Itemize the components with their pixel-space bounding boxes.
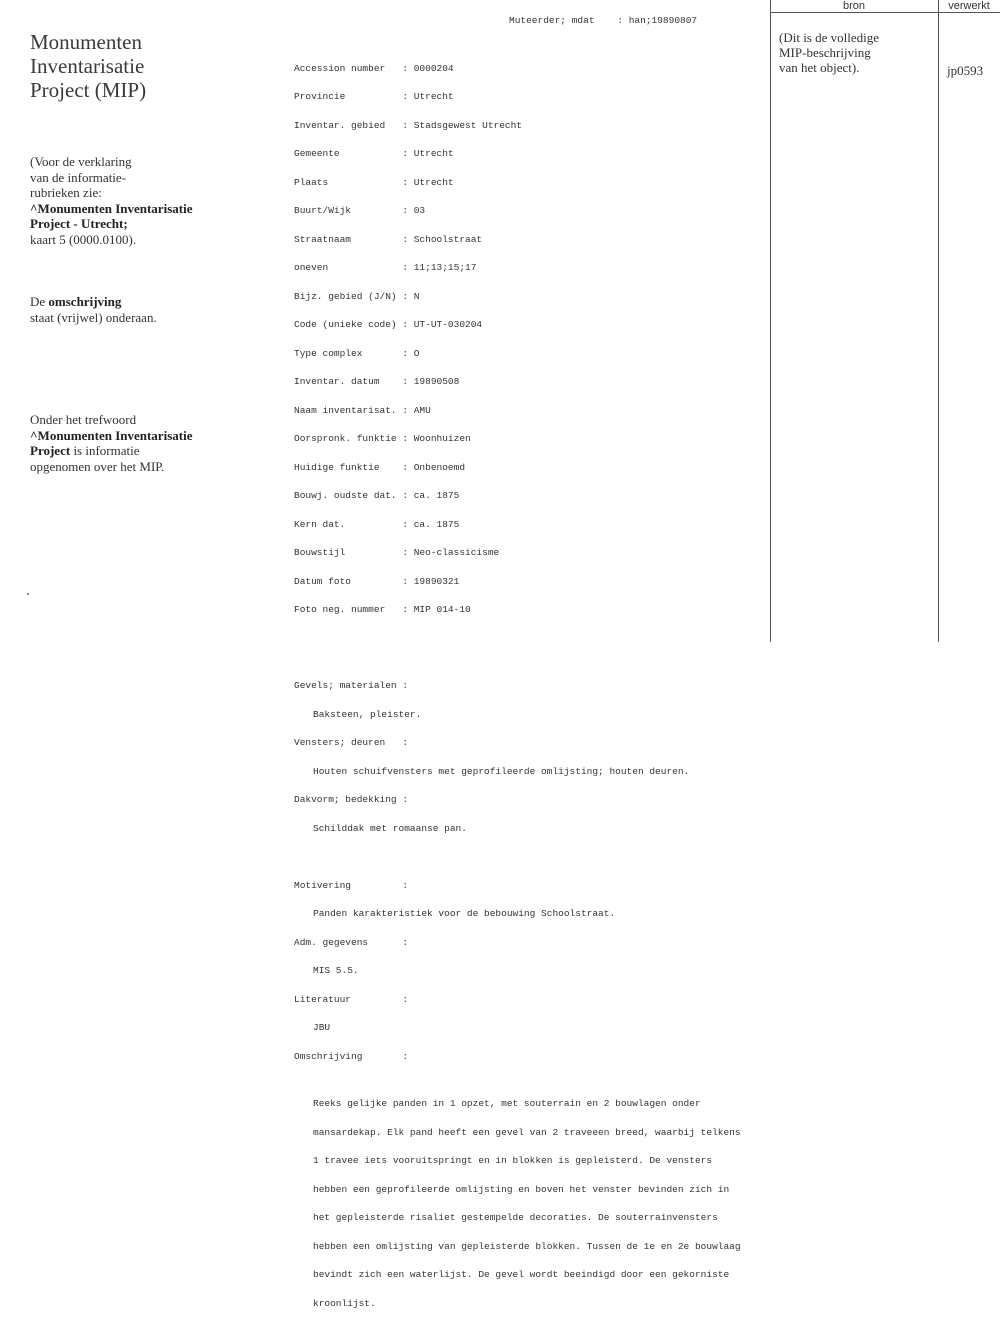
record-field: Bouwj. oudste dat. : ca. 1875 — [294, 490, 460, 501]
column-divider — [938, 0, 939, 642]
omschrijving-label: Omschrijving : — [294, 1050, 409, 1062]
omschrijving-line: kroonlijst. — [313, 1297, 376, 1309]
record-field: Buurt/Wijk : 03 — [294, 205, 426, 216]
record-field: Gemeente : Utrecht — [294, 148, 454, 159]
note-line: staat (vrijwel) onderaan. — [30, 309, 157, 325]
record-field: Foto neg. nummer : MIP 014-10 — [294, 604, 471, 615]
bron-note — [779, 30, 934, 75]
reference-keyword: ^Monumenten Inventarisatie — [30, 427, 193, 443]
mutation-info: Muteerder; mdat : han;19890807 — [509, 15, 698, 26]
description-note — [30, 294, 280, 325]
note-line: (Voor de verklaring — [30, 154, 132, 169]
omschrijving-text — [294, 1080, 764, 1327]
note-line: opgenomen over het MIP. — [30, 458, 165, 474]
omschrijving-line: 1 travee iets vooruitspringt en in blokken is gepleisterd. De vensters — [313, 1155, 713, 1166]
dakvorm-value: Schilddak met romaanse pan. — [313, 822, 467, 834]
adm-value: MIS 5.5. — [313, 965, 359, 976]
note-line: rubrieken zie: — [30, 185, 102, 201]
record-field: Datum foto : 19890321 — [294, 575, 460, 587]
vensters-label: Vensters; deuren : — [294, 737, 409, 748]
vensters-value: Houten schuifvensters met geprofileerde omlijsting; houten deuren. — [313, 765, 690, 777]
omschrijving-line: Reeks gelijke panden in 1 opzet, met souterrain en 2 bouwlagen onder — [313, 1098, 701, 1109]
record-field: Plaats : Utrecht — [294, 176, 454, 188]
record-field: Huidige funktie : Onbenoemd — [294, 461, 466, 473]
record-field: Bijz. gebied (J/N) : N — [294, 290, 420, 302]
bron-line: van het object). — [779, 60, 860, 75]
gevels-value: Baksteen, pleister. — [313, 708, 422, 720]
note-text: is informatie — [70, 443, 140, 459]
bron-column-header: bron — [842, 0, 866, 12]
motivering-label: Motivering : — [294, 879, 409, 891]
bron-line: MIP-beschrijving — [779, 45, 871, 60]
mip-title-line: Project (MIP) — [30, 78, 147, 102]
adm-label: Adm. gegevens : — [294, 936, 409, 948]
scan-speck — [27, 593, 29, 595]
omschrijving-line: bevindt zich een waterlijst. De gevel wordt beeindigd door een gekorniste — [313, 1269, 730, 1280]
record-field: Type complex : O — [294, 347, 420, 359]
note-text: De — [30, 294, 49, 309]
record-field: Inventar. gebied : Stadsgewest Utrecht — [294, 119, 523, 131]
record-field: Provincie : Utrecht — [294, 91, 454, 102]
mip-record — [294, 16, 764, 1337]
note-line: Onder het trefwoord — [30, 412, 137, 427]
spacer — [294, 653, 764, 663]
literatuur-value: JBU — [313, 1022, 331, 1033]
dakvorm-label: Dakvorm; bedekking : — [294, 794, 409, 805]
mip-title — [30, 30, 270, 102]
record-field: Code (unieke code) : UT-UT-030204 — [294, 319, 483, 330]
record-field: Accession number : 0000204 — [294, 62, 454, 74]
literatuur-label: Literatuur : — [294, 993, 409, 1005]
motivering-value: Panden karakteristiek voor de bebouwing Schoolstraat. — [313, 908, 616, 919]
bron-line: (Dit is de volledige — [779, 30, 880, 45]
column-divider — [770, 0, 771, 642]
record-field: Inventar. datum : 19890508 — [294, 376, 460, 387]
record-field: Bouwstijl : Neo-classicisme — [294, 547, 500, 558]
reference-keyword: ^Monumenten Inventarisatie — [30, 200, 193, 216]
record-field: Straatnaam : Schoolstraat — [294, 233, 483, 245]
spacer — [294, 852, 764, 862]
mip-title-line: Inventarisatie — [30, 54, 145, 78]
omschrijving-line: hebben een geprofileerde omlijsting en boven het venster bevinden zich in — [313, 1183, 730, 1195]
record-field: Oorspronk. funktie : Woonhuizen — [294, 433, 471, 444]
note-line: van de informatie- — [30, 169, 127, 185]
reference-keyword: Project - Utrecht; — [30, 216, 128, 232]
record-fields — [294, 45, 764, 634]
left-column — [0, 0, 285, 649]
explanation-note — [30, 154, 280, 248]
omschrijving-line: mansardekap. Elk pand heeft een gevel van 2 traveeen breed, waarbij telkens — [313, 1126, 741, 1138]
record-field: Naam inventarisat. : AMU — [294, 404, 431, 416]
gevels-label: Gevels; materialen : — [294, 680, 409, 691]
description-keyword: omschrijving — [48, 294, 122, 309]
verwerkt-column-header: verwerkt — [948, 0, 990, 12]
record-field: oneven : 11;13;15;17 — [294, 262, 477, 273]
note-line: kaart 5 (0000.0100). — [30, 231, 137, 247]
header-rule — [770, 12, 1000, 13]
verwerkt-code: jp0593 — [947, 63, 984, 78]
record-field: Kern dat. : ca. 1875 — [294, 518, 460, 530]
omschrijving-line: het gepleisterde risaliet gestempelde decoraties. De souterrainvensters — [313, 1212, 718, 1223]
mip-title-line: Monumenten — [30, 30, 142, 54]
reference-keyword: Project — [30, 443, 71, 459]
keyword-note — [30, 412, 280, 474]
omschrijving-line: hebben een omlijsting van gepleisterde blokken. Tussen de 1e en 2e bouwlaag — [313, 1240, 741, 1252]
